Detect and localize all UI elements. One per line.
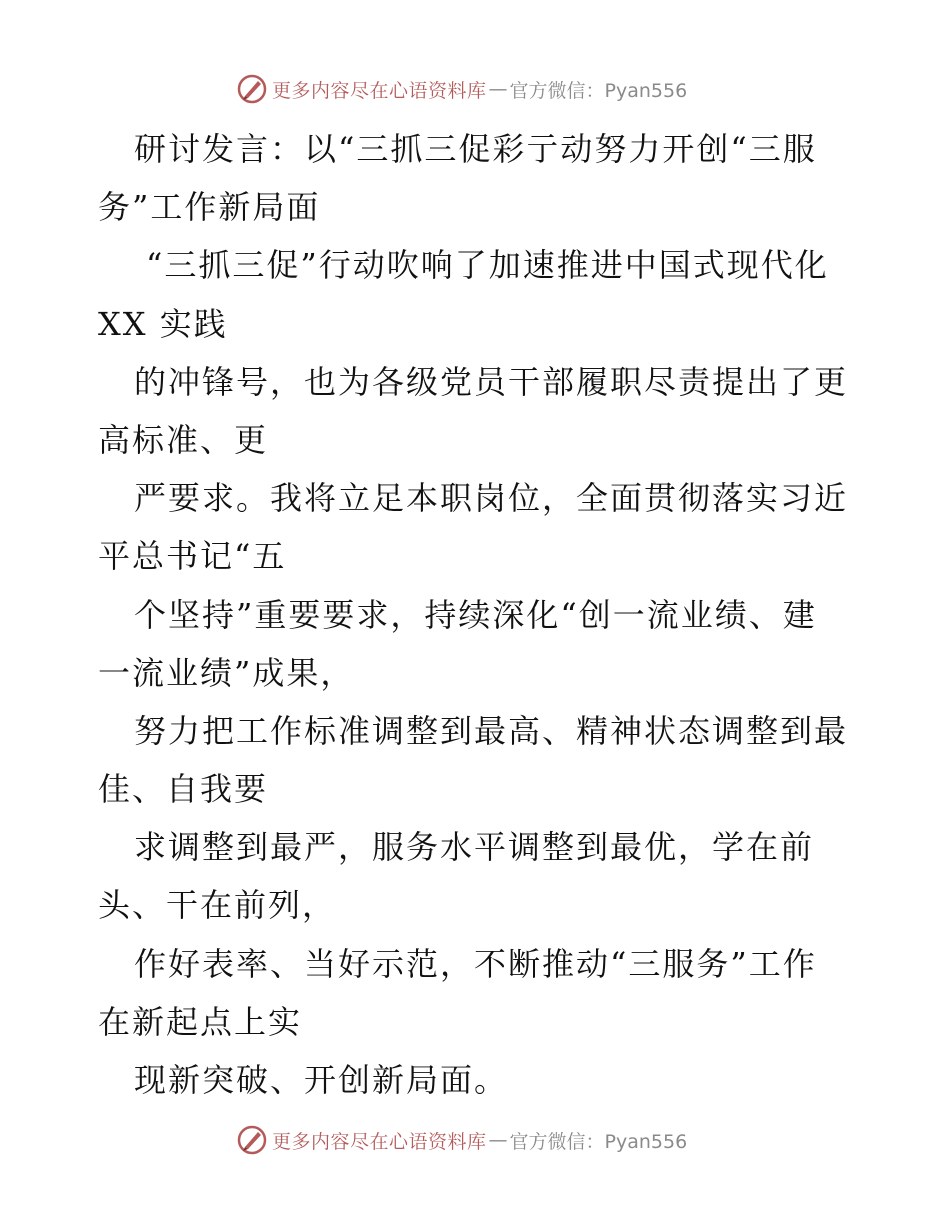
watermark-dash: — xyxy=(488,78,508,100)
watermark-contact: 官方微信：Pyan556 xyxy=(509,79,688,102)
title-line-1: 研讨发言：以“三抓三促彩亍动努力开创“三服 xyxy=(134,130,817,168)
watermark-brand: 更多内容尽在心语资料库 xyxy=(272,1130,487,1153)
paragraph-line: 作好表率、当好示范，不断推动“三服务”工作 xyxy=(134,944,817,983)
paragraph-line: 在新起点上实 xyxy=(98,1002,303,1041)
paragraph-line: 头、干在前列， xyxy=(98,886,337,925)
paragraph-line: XX 实践 xyxy=(98,304,228,343)
paragraph-line: 高标准、更 xyxy=(98,420,269,459)
pen-logo-icon xyxy=(236,1124,268,1156)
watermark-header xyxy=(236,72,687,106)
pen-logo-icon xyxy=(236,73,268,105)
paragraph-line: 平总书记“五 xyxy=(98,537,287,576)
paragraph-line: 努力把工作标准调整到最高、精神状态调整到最 xyxy=(134,711,849,750)
watermark-dash: — xyxy=(488,1129,508,1151)
watermark-contact: 官方微信：Pyan556 xyxy=(509,1130,688,1153)
paragraph-line: 一流业绩”成果， xyxy=(98,653,355,692)
paragraph-line: 个坚持”重要要求，持续深化“创一流业绩、建 xyxy=(134,595,817,634)
paragraph-line: 求调整到最严，服务水平调整到最优，学在前 xyxy=(134,828,815,867)
watermark-footer xyxy=(236,1123,687,1157)
watermark-brand: 更多内容尽在心语资料库 xyxy=(272,79,487,102)
paragraph-line: 的冲锋号，也为各级党员干部履职尽责提出了更 xyxy=(134,362,849,401)
document-body xyxy=(98,120,858,1109)
paragraph-line: 现新突破、开创新局面。 xyxy=(134,1061,509,1099)
paragraph-line: “三抓三促”行动吹响了加速推进中国式现代化 xyxy=(146,246,829,285)
paragraph-line: 严要求。我将立足本职岗位，全面贯彻落实习近 xyxy=(134,479,849,518)
title-line-2: 务”工作新局面 xyxy=(98,188,321,227)
paragraph-line: 佳、自我要 xyxy=(98,770,269,809)
